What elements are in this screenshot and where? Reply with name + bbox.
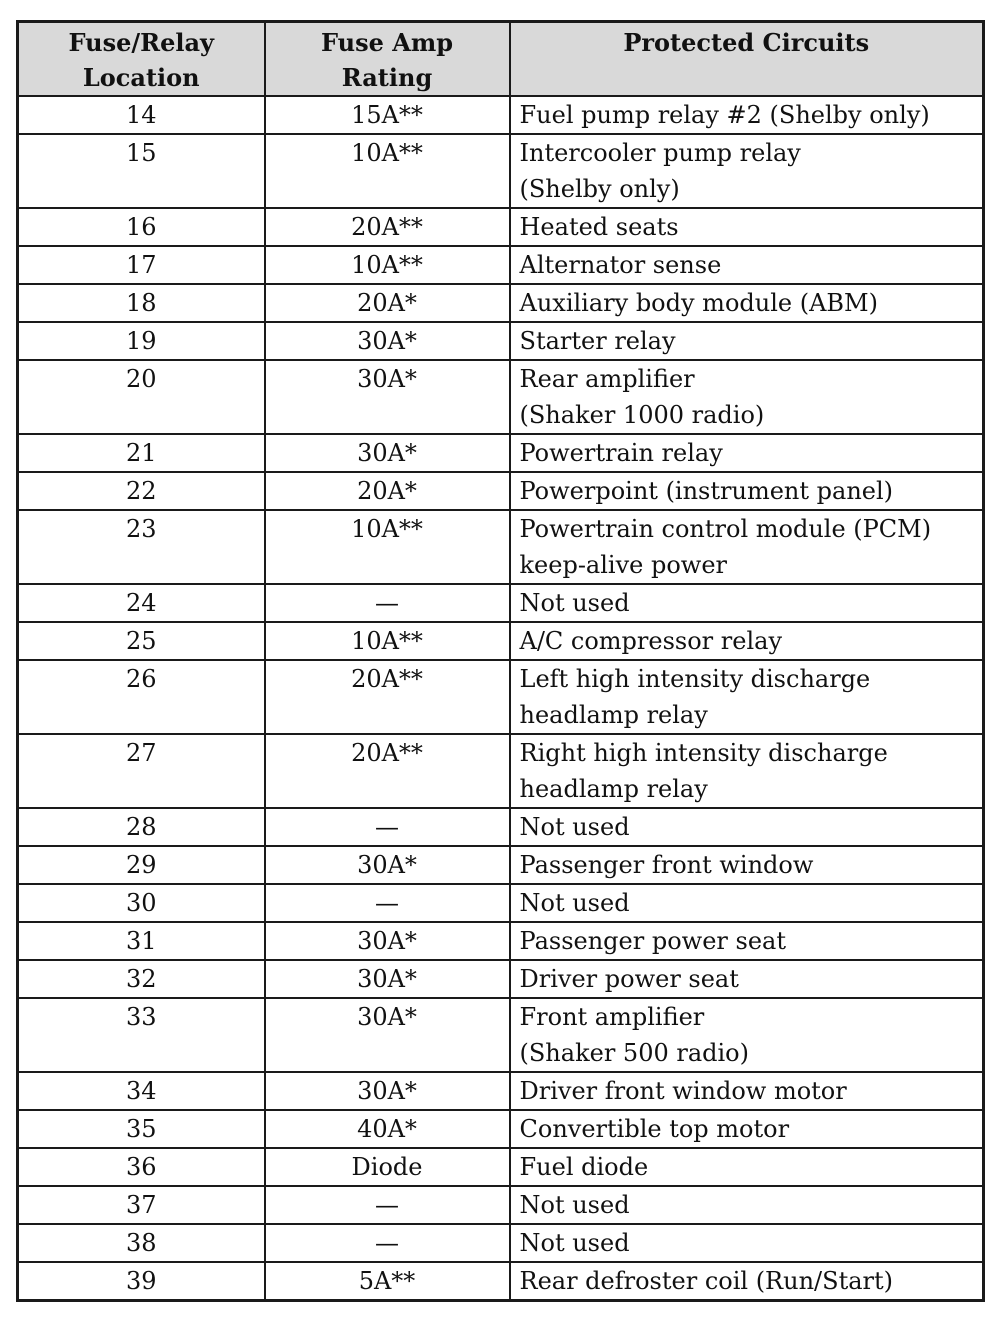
location-cell: 20 bbox=[18, 360, 265, 434]
amp-rating-cell: — bbox=[265, 1186, 510, 1224]
header-amp-line1: Fuse Amp bbox=[321, 28, 453, 57]
table-row bbox=[18, 360, 984, 434]
circuit-text-line: Not used bbox=[519, 889, 630, 917]
protected-circuit-cell bbox=[510, 846, 984, 884]
table-row bbox=[18, 884, 984, 922]
fuse-table bbox=[16, 20, 985, 1302]
circuit-text-line: Passenger power seat bbox=[519, 927, 786, 955]
circuit-text-line: Alternator sense bbox=[519, 251, 722, 279]
circuit-text-line: (Shelby only) bbox=[519, 175, 680, 203]
protected-circuit-cell bbox=[510, 208, 984, 246]
header-location bbox=[18, 22, 265, 97]
header-amp-rating bbox=[265, 22, 510, 97]
amp-rating-cell: 10A** bbox=[265, 510, 510, 584]
circuit-text-line: headlamp relay bbox=[519, 701, 708, 729]
circuit-text-line: Fuel diode bbox=[519, 1153, 649, 1181]
table-row bbox=[18, 1148, 984, 1186]
circuit-text-line: (Shaker 500 radio) bbox=[519, 1039, 749, 1067]
location-cell: 24 bbox=[18, 584, 265, 622]
circuit-text-line: Not used bbox=[519, 1229, 630, 1257]
circuit-text-line: Driver front window motor bbox=[519, 1077, 847, 1105]
table-row bbox=[18, 846, 984, 884]
table-row bbox=[18, 622, 984, 660]
location-cell: 29 bbox=[18, 846, 265, 884]
amp-rating-cell: 10A** bbox=[265, 246, 510, 284]
amp-rating-cell: 30A* bbox=[265, 434, 510, 472]
location-cell: 15 bbox=[18, 134, 265, 208]
circuit-text-line: Front amplifier bbox=[519, 1003, 705, 1031]
location-cell: 32 bbox=[18, 960, 265, 998]
protected-circuit-cell bbox=[510, 1110, 984, 1148]
amp-rating-cell: 10A** bbox=[265, 134, 510, 208]
protected-circuit-cell bbox=[510, 322, 984, 360]
table-row bbox=[18, 246, 984, 284]
amp-rating-cell: — bbox=[265, 884, 510, 922]
location-cell: 37 bbox=[18, 1186, 265, 1224]
location-cell: 38 bbox=[18, 1224, 265, 1262]
amp-rating-cell: 30A* bbox=[265, 922, 510, 960]
location-cell: 17 bbox=[18, 246, 265, 284]
amp-rating-cell: 15A** bbox=[265, 96, 510, 134]
table-header bbox=[18, 22, 984, 97]
amp-rating-cell: 20A** bbox=[265, 208, 510, 246]
location-cell: 25 bbox=[18, 622, 265, 660]
table-row bbox=[18, 134, 984, 208]
location-cell: 28 bbox=[18, 808, 265, 846]
header-location-line1: Fuse/Relay bbox=[68, 28, 214, 57]
circuit-text-line: Powerpoint (instrument panel) bbox=[519, 477, 894, 505]
table-row bbox=[18, 1072, 984, 1110]
location-cell: 26 bbox=[18, 660, 265, 734]
table-row bbox=[18, 1186, 984, 1224]
header-location-line2: Location bbox=[82, 63, 200, 92]
table-body bbox=[18, 96, 984, 1301]
amp-rating-cell: 30A* bbox=[265, 998, 510, 1072]
location-cell: 14 bbox=[18, 96, 265, 134]
location-cell: 35 bbox=[18, 1110, 265, 1148]
circuit-text-line: (Shaker 1000 radio) bbox=[519, 401, 765, 429]
circuit-text-line: Powertrain control module (PCM) bbox=[519, 515, 932, 543]
circuit-text-line: headlamp relay bbox=[519, 775, 708, 803]
protected-circuit-cell bbox=[510, 660, 984, 734]
protected-circuit-cell bbox=[510, 246, 984, 284]
circuit-text-line: Intercooler pump relay bbox=[519, 139, 801, 167]
table-row bbox=[18, 734, 984, 808]
circuit-text-line: Not used bbox=[519, 1191, 630, 1219]
amp-rating-cell: 30A* bbox=[265, 960, 510, 998]
circuit-text-line: Powertrain relay bbox=[519, 439, 723, 467]
header-circuits-label: Protected Circuits bbox=[623, 28, 870, 57]
table-row bbox=[18, 808, 984, 846]
table-row bbox=[18, 472, 984, 510]
header-protected-circuits bbox=[510, 22, 984, 97]
location-cell: 18 bbox=[18, 284, 265, 322]
table-row bbox=[18, 208, 984, 246]
amp-rating-cell: 20A** bbox=[265, 660, 510, 734]
circuit-text-line: Not used bbox=[519, 813, 630, 841]
table-row bbox=[18, 96, 984, 134]
location-cell: 21 bbox=[18, 434, 265, 472]
circuit-text-line: Heated seats bbox=[519, 213, 679, 241]
amp-rating-cell: 5A** bbox=[265, 1262, 510, 1301]
circuit-text-line: Left high intensity discharge bbox=[519, 665, 871, 693]
table-row bbox=[18, 998, 984, 1072]
protected-circuit-cell bbox=[510, 922, 984, 960]
table-row bbox=[18, 960, 984, 998]
protected-circuit-cell bbox=[510, 1224, 984, 1262]
amp-rating-cell: 30A* bbox=[265, 1072, 510, 1110]
protected-circuit-cell bbox=[510, 808, 984, 846]
location-cell: 19 bbox=[18, 322, 265, 360]
amp-rating-cell: 30A* bbox=[265, 360, 510, 434]
table-row bbox=[18, 922, 984, 960]
location-cell: 30 bbox=[18, 884, 265, 922]
table-row bbox=[18, 1224, 984, 1262]
circuit-text-line: Passenger front window bbox=[519, 851, 814, 879]
table-row bbox=[18, 284, 984, 322]
protected-circuit-cell bbox=[510, 1262, 984, 1301]
amp-rating-cell: 20A* bbox=[265, 284, 510, 322]
amp-rating-cell: — bbox=[265, 808, 510, 846]
table-row bbox=[18, 660, 984, 734]
protected-circuit-cell bbox=[510, 472, 984, 510]
amp-rating-cell: 30A* bbox=[265, 322, 510, 360]
protected-circuit-cell bbox=[510, 96, 984, 134]
table-row bbox=[18, 322, 984, 360]
protected-circuit-cell bbox=[510, 284, 984, 322]
protected-circuit-cell bbox=[510, 884, 984, 922]
location-cell: 31 bbox=[18, 922, 265, 960]
amp-rating-cell: Diode bbox=[265, 1148, 510, 1186]
location-cell: 33 bbox=[18, 998, 265, 1072]
location-cell: 36 bbox=[18, 1148, 265, 1186]
circuit-text-line: Fuel pump relay #2 (Shelby only) bbox=[519, 101, 930, 129]
amp-rating-cell: 20A** bbox=[265, 734, 510, 808]
protected-circuit-cell bbox=[510, 998, 984, 1072]
circuit-text-line: Right high intensity discharge bbox=[519, 739, 888, 767]
circuit-text-line: Starter relay bbox=[519, 327, 676, 355]
amp-rating-cell: 40A* bbox=[265, 1110, 510, 1148]
protected-circuit-cell bbox=[510, 1148, 984, 1186]
protected-circuit-cell bbox=[510, 622, 984, 660]
protected-circuit-cell bbox=[510, 1072, 984, 1110]
table-row bbox=[18, 1110, 984, 1148]
protected-circuit-cell bbox=[510, 1186, 984, 1224]
protected-circuit-cell bbox=[510, 584, 984, 622]
table-row bbox=[18, 1262, 984, 1301]
circuit-text-line: keep-alive power bbox=[519, 551, 728, 579]
location-cell: 23 bbox=[18, 510, 265, 584]
circuit-text-line: Rear defroster coil (Run/Start) bbox=[519, 1267, 893, 1295]
header-amp-line2: Rating bbox=[341, 63, 433, 92]
location-cell: 39 bbox=[18, 1262, 265, 1301]
protected-circuit-cell bbox=[510, 510, 984, 584]
amp-rating-cell: 10A** bbox=[265, 622, 510, 660]
table-row bbox=[18, 510, 984, 584]
circuit-text-line: Auxiliary body module (ABM) bbox=[519, 289, 878, 317]
protected-circuit-cell bbox=[510, 734, 984, 808]
protected-circuit-cell bbox=[510, 134, 984, 208]
amp-rating-cell: 20A* bbox=[265, 472, 510, 510]
location-cell: 34 bbox=[18, 1072, 265, 1110]
protected-circuit-cell bbox=[510, 434, 984, 472]
circuit-text-line: Not used bbox=[519, 589, 630, 617]
protected-circuit-cell bbox=[510, 960, 984, 998]
amp-rating-cell: 30A* bbox=[265, 846, 510, 884]
amp-rating-cell: — bbox=[265, 1224, 510, 1262]
circuit-text-line: Convertible top motor bbox=[519, 1115, 790, 1143]
location-cell: 16 bbox=[18, 208, 265, 246]
location-cell: 27 bbox=[18, 734, 265, 808]
table-row bbox=[18, 434, 984, 472]
circuit-text-line: A/C compressor relay bbox=[519, 627, 782, 655]
table-row bbox=[18, 584, 984, 622]
circuit-text-line: Driver power seat bbox=[519, 965, 739, 993]
amp-rating-cell: — bbox=[265, 584, 510, 622]
circuit-text-line: Rear amplifier bbox=[519, 365, 695, 393]
location-cell: 22 bbox=[18, 472, 265, 510]
protected-circuit-cell bbox=[510, 360, 984, 434]
header-row bbox=[18, 22, 984, 97]
